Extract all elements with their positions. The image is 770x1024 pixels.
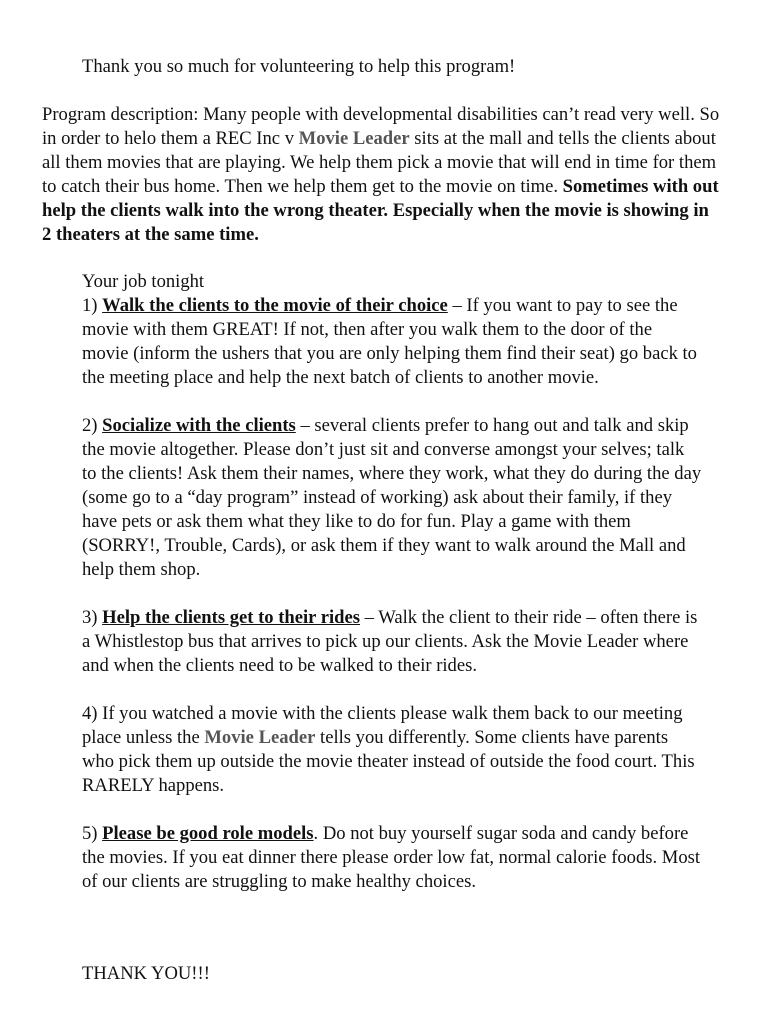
thank-you-footer	[82, 962, 210, 984]
item-title: Socialize with the clients	[102, 415, 296, 436]
item-title: Help the clients get to their rides	[102, 607, 360, 628]
item-text: – several clients prefer to hang out and talk and skip the movie altogether. Please don’t just sit and converse amongst your selves; talk to the clients! Ask them their names, where they work, what they do during the day (some go to a “day program” instead of working) ask about their family, if they have pets or ask them what they like to do for fun. Play a game with them (SORRY!, Trouble, Cards), or ask them if they want to walk around the Mall and help them shop.	[82, 415, 702, 580]
item-text-cont: tells you differently. Some clients have parents who pick them up outside the movie theater instead of outside the food court. This RARELY happens.	[82, 727, 695, 796]
item-title: Please be good role models	[102, 823, 314, 844]
program-description	[42, 103, 722, 247]
item-text: 4) If you watched a movie with the clients please walk them back to our meeting place unless the	[82, 703, 683, 748]
item-number: 1)	[82, 295, 103, 316]
description-warning: Sometimes with out help the clients walk into the wrong theater. Especially when the movie is showing in 2 theaters at the same time.	[42, 176, 719, 245]
item-number: 2)	[82, 415, 103, 436]
movie-leader-term: Movie Leader	[204, 727, 316, 748]
description-text: Program description: Many people with developmental disabilities can’t read very well. So in order to helo them a REC Inc v	[42, 104, 720, 149]
movie-leader-term: Movie Leader	[298, 128, 410, 149]
description-text-cont: sits at the mall and tells the clients about all them movies that are playing. We help them pick a movie that will end in time for them to catch their bus home. Then we help them get to the movie on time.	[42, 128, 717, 197]
item-number: 5)	[82, 823, 103, 844]
item-number: 3)	[82, 607, 103, 628]
intro-text: Thank you so much for volunteering to help this program!	[82, 56, 516, 77]
job-item-5	[82, 822, 702, 894]
job-section	[82, 270, 702, 918]
job-item-3	[82, 606, 702, 678]
job-heading: Your job tonight	[82, 271, 205, 292]
item-text: – Walk the client to their ride – often there is a Whistlestop bus that arrives to pick up our clients. Ask the Movie Leader where and when the clients need to be walked to their rides.	[82, 607, 698, 676]
job-item-2	[82, 414, 702, 582]
thank-you-text: THANK YOU!!!	[82, 963, 210, 984]
item-title: Walk the clients to the movie of their choice	[102, 295, 448, 316]
item-text: – If you want to pay to see the movie with them GREAT! If not, then after you walk them to the door of the movie (inform the ushers that you are only helping them find their seat) go back to the meeting place and help the next batch of clients to another movie.	[82, 295, 697, 388]
item-text: . Do not buy yourself sugar soda and candy before the movies. If you eat dinner there please order low fat, normal calorie foods. Most of our clients are struggling to make healthy choices.	[82, 823, 701, 892]
job-item-4	[82, 702, 702, 798]
job-item-1	[82, 294, 702, 390]
